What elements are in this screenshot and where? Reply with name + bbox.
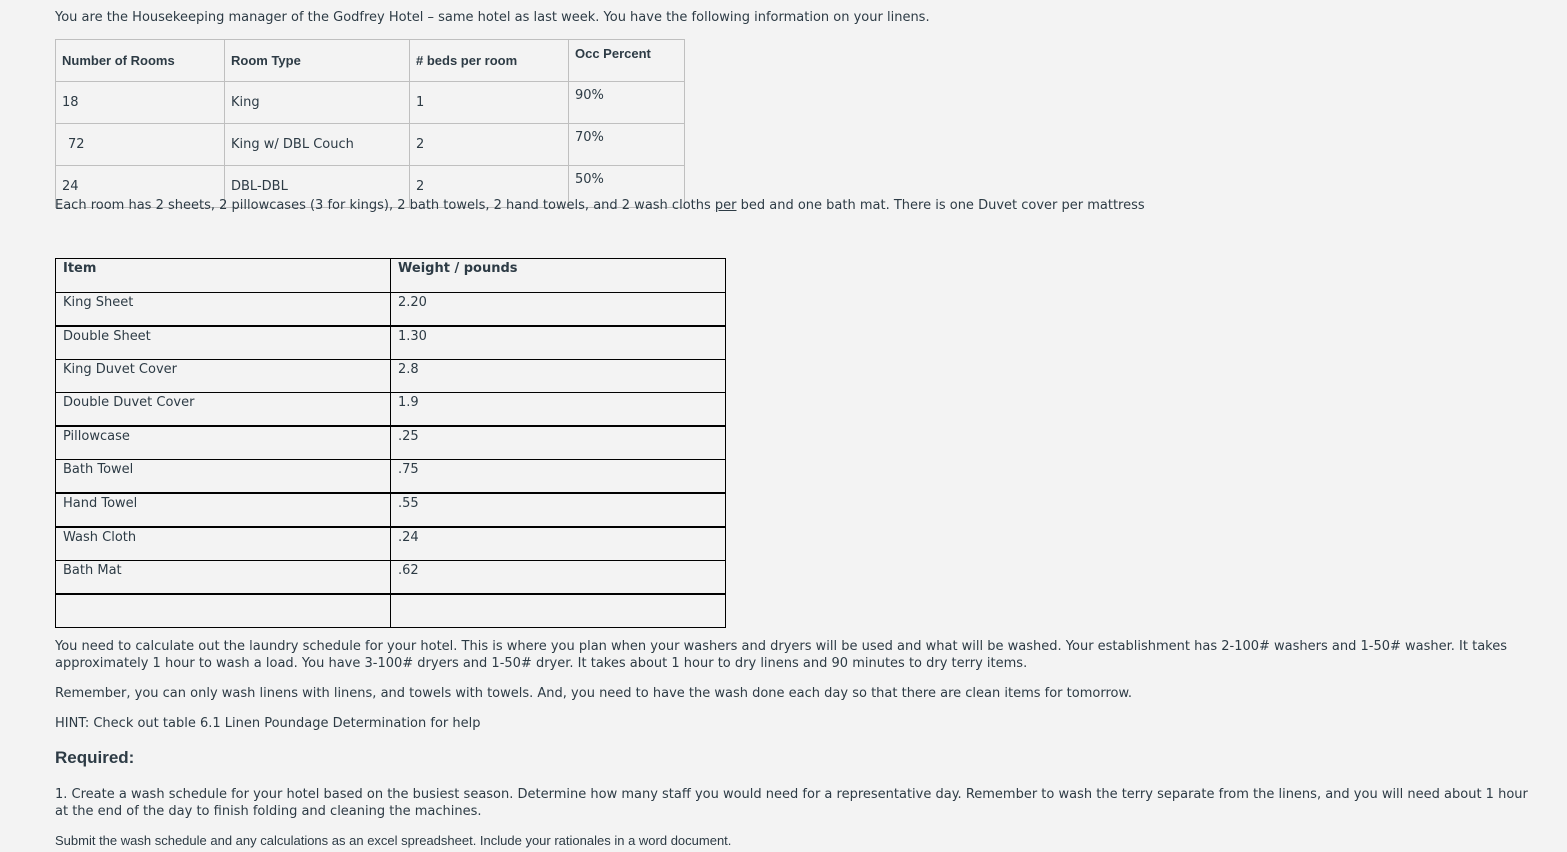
- rooms-header-type: Room Type: [225, 40, 410, 82]
- weights-header-item: Item: [56, 259, 391, 293]
- weights-header-weight: Weight / pounds: [391, 259, 726, 293]
- weights-table: [55, 258, 726, 628]
- rooms-cell-type: King w/ DBL Couch: [225, 124, 410, 166]
- schedule-paragraph: You need to calculate out the laundry schedule for your hotel. This is where you plan when your washers and dryers will be used and what will be washed. Your establishment has 2-100# washers and 1-50# washer. It takes approximately 1 hour to wash a load. You have 3-100# dryers and 1-50# dryer. It takes about 1 hour to dry linens and 90 minutes to dry terry items.: [55, 639, 1507, 671]
- each-room-underlined-word: per: [714, 198, 737, 213]
- rooms-cell-type: DBL-DBL: [225, 166, 410, 208]
- weights-cell-item: Bath Mat: [56, 561, 391, 595]
- weights-row: [56, 426, 726, 460]
- weights-row: [56, 293, 726, 327]
- each-room-text-start: Each room has 2 sheets, 2 pillowcases (3 for kings), 2 bath towels, 2 hand towels, and 2 wash cloths: [55, 198, 715, 213]
- hint-paragraph: HINT: Check out table 6.1 Linen Poundage Determination for help: [55, 716, 481, 731]
- weights-row: [56, 527, 726, 561]
- rooms-header-beds: # beds per room: [410, 40, 569, 82]
- rooms-cell-beds: 2: [410, 166, 569, 208]
- weights-cell-item: Double Sheet: [56, 326, 391, 360]
- weights-cell-weight: 2.8: [391, 360, 726, 393]
- weights-cell-weight: .75: [391, 460, 726, 494]
- weights-cell-item: Pillowcase: [56, 426, 391, 460]
- rooms-cell-number: 24: [56, 166, 225, 208]
- weights-cell-item: Double Duvet Cover: [56, 393, 391, 427]
- each-room-text-end: bed and one bath mat. There is one Duvet cover per mattress: [736, 198, 1145, 213]
- rooms-cell-occ: 70%: [569, 124, 685, 166]
- weights-cell-weight: 1.30: [391, 326, 726, 360]
- weights-cell-item: Wash Cloth: [56, 527, 391, 561]
- weights-cell-item: [56, 594, 391, 628]
- weights-cell-weight: .62: [391, 561, 726, 595]
- rooms-cell-occ: 50%: [569, 166, 685, 208]
- rooms-header-occ: Occ Percent: [569, 40, 685, 82]
- weights-row: [56, 360, 726, 393]
- rooms-row: [56, 124, 685, 166]
- rooms-header-number: Number of Rooms: [56, 40, 225, 82]
- weights-row: [56, 493, 726, 527]
- required-item-1: 1. Create a wash schedule for your hotel based on the busiest season. Determine how many staff you would need for a representative day. Remember to wash the terry separate from the linens, and you will need about 1 hour at the end of the day to finish folding and cleaning the machines.: [55, 787, 1528, 819]
- weights-row: [56, 460, 726, 494]
- rooms-row: [56, 82, 685, 124]
- weights-cell-item: Bath Towel: [56, 460, 391, 494]
- weights-row: [56, 561, 726, 595]
- weights-row: [56, 326, 726, 360]
- weights-cell-weight: [391, 594, 726, 628]
- submit-instructions: Submit the wash schedule and any calculations as an excel spreadsheet. Include your rationales in a word document.: [55, 833, 732, 848]
- weights-row-empty: [56, 594, 726, 628]
- rooms-cell-type: King: [225, 82, 410, 124]
- weights-cell-weight: 1.9: [391, 393, 726, 427]
- required-heading: Required:: [55, 748, 135, 767]
- weights-header-row: [56, 259, 726, 293]
- remember-paragraph: Remember, you can only wash linens with linens, and towels with towels. And, you need to have the wash done each day so that there are clean items for tomorrow.: [55, 686, 1133, 701]
- weights-cell-weight: .25: [391, 426, 726, 460]
- weights-cell-weight: .55: [391, 493, 726, 527]
- rooms-cell-number: 18: [56, 82, 225, 124]
- intro-text: You are the Housekeeping manager of the Godfrey Hotel – same hotel as last week. You have the following information on your linens.: [55, 10, 930, 25]
- rooms-header-row: [56, 40, 685, 82]
- rooms-cell-beds: 2: [410, 124, 569, 166]
- each-room-text: [55, 197, 1145, 214]
- rooms-table: [55, 39, 685, 208]
- weights-cell-weight: .24: [391, 527, 726, 561]
- weights-cell-weight: 2.20: [391, 293, 726, 327]
- rooms-cell-number: 72: [56, 124, 225, 166]
- rooms-cell-occ: 90%: [569, 82, 685, 124]
- weights-cell-item: King Sheet: [56, 293, 391, 327]
- weights-row: [56, 393, 726, 427]
- weights-cell-item: Hand Towel: [56, 493, 391, 527]
- weights-cell-item: King Duvet Cover: [56, 360, 391, 393]
- rooms-cell-beds: 1: [410, 82, 569, 124]
